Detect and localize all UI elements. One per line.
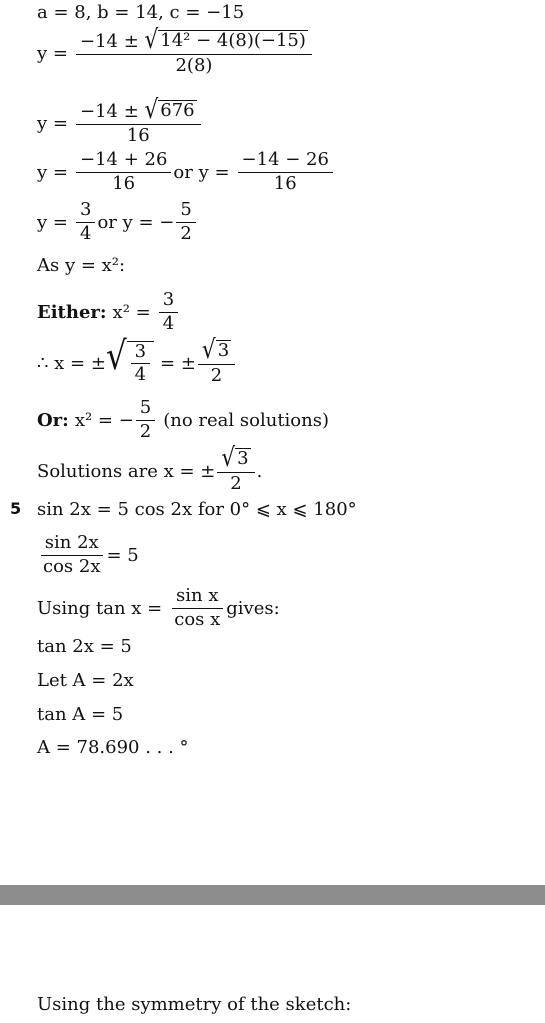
simplified-fraction xyxy=(76,95,201,146)
fraction-numerator xyxy=(76,25,312,56)
or-line xyxy=(37,398,329,442)
fraction-numerator: 5 xyxy=(176,200,195,223)
y-equals: y = xyxy=(37,42,68,64)
fraction-denominator: 2 xyxy=(180,222,192,244)
radicand: 676 xyxy=(160,100,195,121)
tan-a-text: tan A = 5 xyxy=(37,704,124,725)
a-value-line xyxy=(37,737,189,758)
equals-five: = 5 xyxy=(106,544,139,566)
period: . xyxy=(256,460,263,482)
fraction-denominator: 4 xyxy=(162,312,175,334)
three-quarters-fraction xyxy=(159,290,178,334)
first-fraction xyxy=(76,150,171,194)
y-equals: y = xyxy=(37,211,68,233)
radical-icon: √ xyxy=(221,443,236,474)
radicand: 14² − 4(8)(−15) xyxy=(160,30,306,51)
fraction-numerator xyxy=(76,95,201,126)
fraction-numerator xyxy=(198,335,235,366)
fraction-denominator: 16 xyxy=(273,172,297,194)
no-real-solutions-note: (no real solutions) xyxy=(163,409,329,431)
footer-line xyxy=(37,994,351,1015)
ratio-line xyxy=(37,533,139,577)
fraction-denominator: 16 xyxy=(126,124,150,146)
square-root xyxy=(221,443,250,474)
question-statement: sin 2x = 5 cos 2x for 0° ⩽ x ⩽ 180° xyxy=(37,499,357,520)
or-y-equals: or y = − xyxy=(97,211,175,233)
fraction-numerator: −14 + 26 xyxy=(76,150,171,173)
fraction-numerator: −14 − 26 xyxy=(238,150,333,173)
root-fraction xyxy=(131,342,150,386)
fraction-denominator: 4 xyxy=(134,364,147,386)
tan-2x-text: tan 2x = 5 xyxy=(37,636,132,657)
fraction-denominator: 2 xyxy=(230,472,242,494)
y-values-line xyxy=(37,200,198,244)
question-number: 5 xyxy=(10,499,22,518)
square-root xyxy=(105,332,154,386)
fraction-denominator: cos 2x xyxy=(43,555,101,577)
identity-line xyxy=(37,586,280,630)
tan-2x-line xyxy=(37,636,132,657)
footer-text: Using the symmetry of the sketch: xyxy=(37,994,352,1015)
either-label: Either: xyxy=(37,301,107,323)
fraction-denominator: 2 xyxy=(210,364,223,386)
fraction-numerator: 5 xyxy=(136,398,155,421)
fraction-denominator: 16 xyxy=(112,172,136,194)
radical-icon: √ xyxy=(144,25,159,56)
or-label: Or: xyxy=(37,409,69,431)
result-fraction xyxy=(198,335,235,386)
page-divider xyxy=(0,885,545,905)
x-squared-equals: x² = − xyxy=(74,409,134,431)
fraction-numerator: 3 xyxy=(159,290,178,313)
quadratic-formula-line xyxy=(37,25,314,76)
square-root xyxy=(144,95,197,126)
x-squared-equals: x² = xyxy=(112,301,151,323)
y-equals: y = xyxy=(37,112,68,134)
quadratic-fraction xyxy=(76,25,312,76)
let-a-text: Let A = 2x xyxy=(37,670,134,691)
radical-icon: √ xyxy=(105,332,127,378)
gives-text: gives: xyxy=(226,597,280,619)
radicand: 3 xyxy=(237,448,249,469)
either-line xyxy=(37,290,180,334)
numerator-prefix: −14 ± xyxy=(79,101,145,122)
second-fraction xyxy=(238,150,333,194)
therefore-x-equals: ∴ x = ± xyxy=(37,352,106,374)
tan-a-line xyxy=(37,704,123,725)
sin-over-cos-fraction xyxy=(170,586,224,630)
simplified-formula-line xyxy=(37,95,203,146)
equals-plus-minus: = ± xyxy=(160,352,196,374)
fraction-numerator xyxy=(217,443,254,474)
let-a-line xyxy=(37,670,134,691)
solutions-prefix: Solutions are x = ± xyxy=(37,460,216,482)
first-fraction xyxy=(76,200,95,244)
sin-cos-fraction xyxy=(39,533,104,577)
square-root xyxy=(144,25,308,56)
fraction-numerator: 3 xyxy=(131,342,150,365)
fraction-denominator: cos x xyxy=(174,608,221,630)
fraction-denominator: 4 xyxy=(79,222,92,244)
two-solutions-line xyxy=(37,150,335,194)
fraction-numerator: sin x xyxy=(172,586,222,609)
or-y-equals: or y = xyxy=(173,161,230,183)
radicand: 3 xyxy=(217,340,230,361)
a-value-text: A = 78.690 . . . ° xyxy=(37,737,189,758)
fraction-numerator: 3 xyxy=(76,200,95,223)
radicand xyxy=(127,341,154,386)
square-root xyxy=(201,335,231,366)
fraction-denominator: 2(8) xyxy=(175,54,213,76)
solutions-fraction xyxy=(217,443,254,494)
question-statement-line xyxy=(37,499,357,520)
coefficients-text: a = 8, b = 14, c = −15 xyxy=(37,2,245,23)
second-fraction xyxy=(176,200,195,244)
solutions-line xyxy=(37,443,263,494)
numerator-prefix: −14 ± xyxy=(79,31,145,52)
using-tan-text: Using tan x = xyxy=(37,597,163,619)
substitution-line xyxy=(37,255,125,276)
fraction-numerator: sin 2x xyxy=(41,533,103,556)
coefficients-line xyxy=(37,2,244,23)
substitution-text: As y = x²: xyxy=(37,255,126,276)
radical-icon: √ xyxy=(144,95,159,126)
fraction-denominator: 2 xyxy=(139,420,152,442)
radical-icon: √ xyxy=(201,335,216,366)
therefore-line xyxy=(37,332,237,386)
y-equals: y = xyxy=(37,161,68,183)
five-halves-fraction xyxy=(136,398,155,442)
